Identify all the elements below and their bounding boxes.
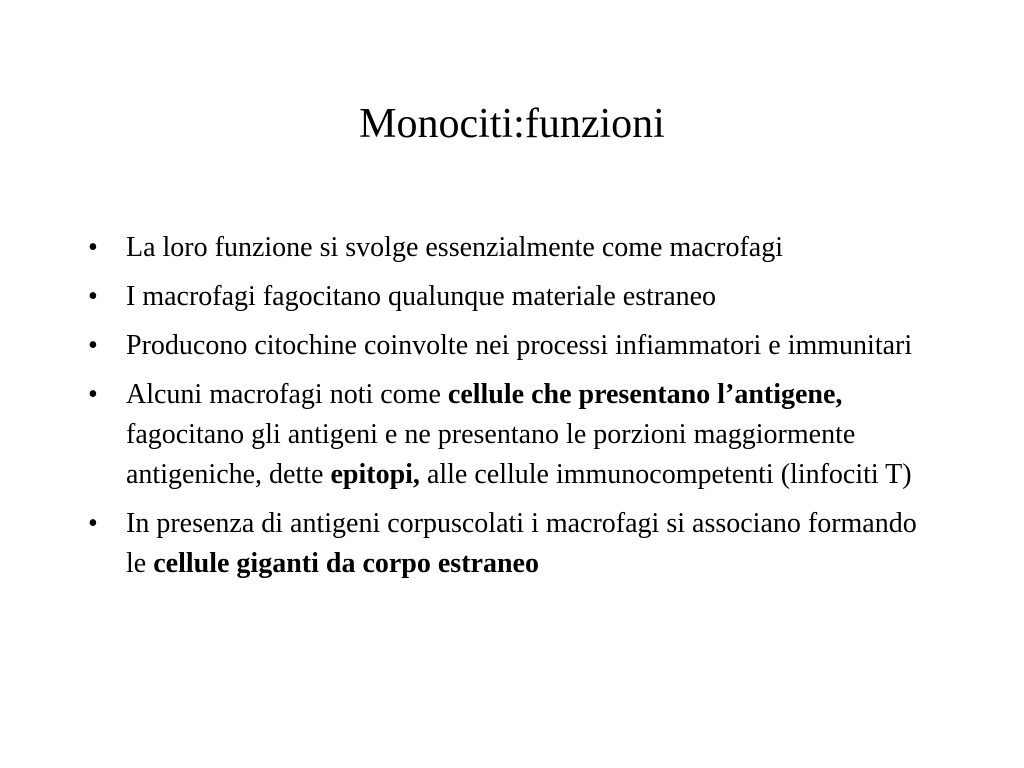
bullet-text-part: fagocitano gli antigeni e ne presentano le porzioni maggiormente antigeniche, dette [126, 419, 856, 490]
bullet-item [86, 504, 936, 584]
bullet-dot: • [88, 232, 98, 263]
bullet-text: La loro funzione si svolge essenzialmente come macrofagi [126, 232, 783, 263]
bullet-list [86, 228, 936, 593]
slide-title: Monociti:funzioni [359, 101, 665, 147]
bullet-text-part: Alcuni macrofagi noti come [126, 379, 448, 410]
bullet-item [86, 228, 936, 268]
bullet-bold-term: epitopi, [330, 459, 420, 490]
bullet-bold-term: cellule che presentano l’antigene, [447, 379, 843, 410]
bullet-dot: • [88, 508, 98, 539]
bullet-dot: • [88, 330, 98, 361]
bullet-item [86, 326, 936, 366]
bullet-text-part: alle cellule immunocompetenti (linfociti T) [419, 459, 912, 490]
bullet-text-part: In presenza di antigeni corpuscolati i macrofagi si associano formando le [126, 508, 917, 579]
bullet-item [86, 375, 936, 495]
bullet-text: Producono citochine coinvolte nei processi infiammatori e immunitari [126, 330, 913, 361]
bullet-bold-term: cellule giganti da corpo estraneo [153, 548, 539, 579]
bullet-dot: • [88, 379, 98, 410]
bullet-item [86, 277, 936, 317]
bullet-dot: • [88, 281, 98, 312]
bullet-text: I macrofagi fagocitano qualunque materiale estraneo [126, 281, 717, 312]
